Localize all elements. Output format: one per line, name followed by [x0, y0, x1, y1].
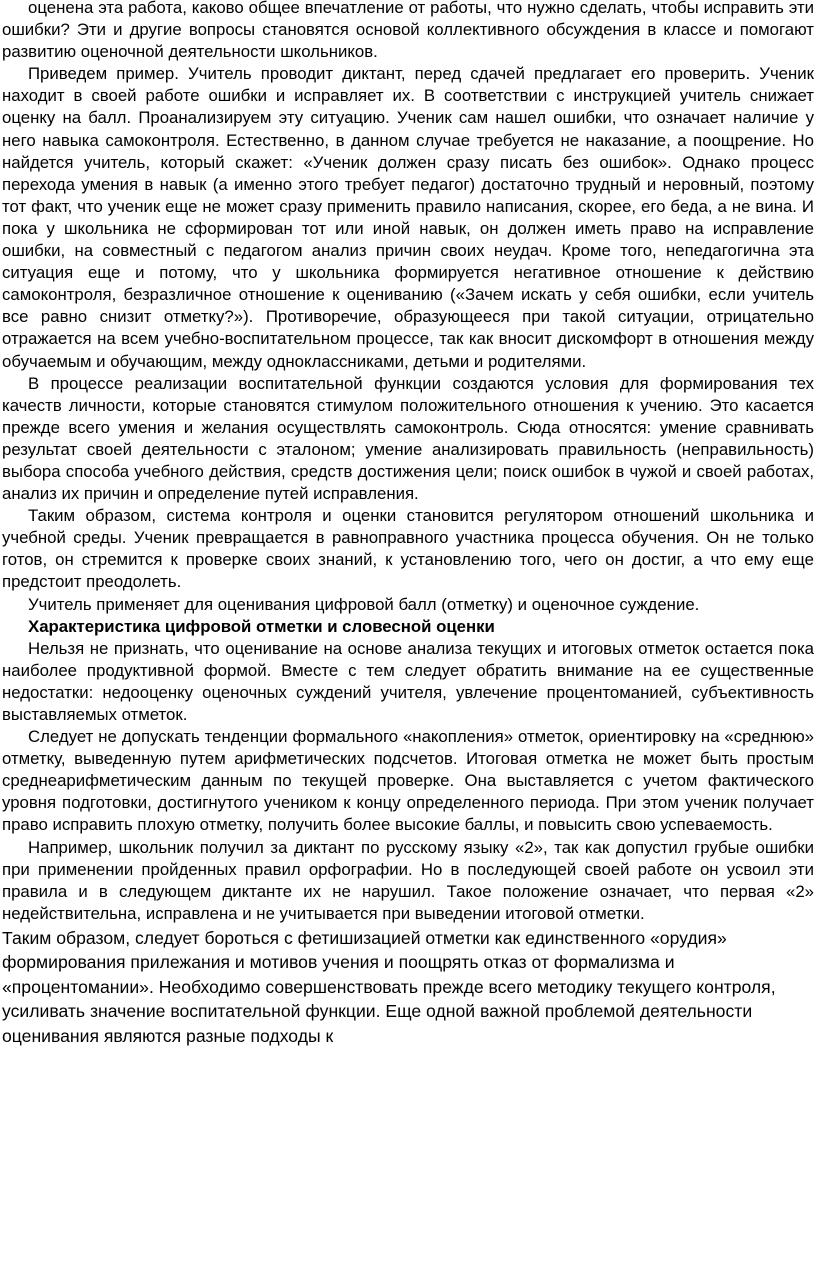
- paragraph-educational-function: В процессе реализации воспитательной функции создаются условия для формирования тех качеств личности, которые становятся стимулом положительного отношения к учению. Это касается прежде всего умения и желания осуществлять самоконтроль. Сюда относятся: умение сравнивать результат своей деятельности с эталоном; умение анализировать правильность (неправильность) выбора способа учебного действия, средств достижения цели; поиск ошибок в чужой и своей работах, анализ их причин и определение путей исправления.: [2, 373, 814, 504]
- paragraph-russian-dictation: Например, школьник получил за диктант по русскому языку «2», так как допустил грубые ошибки при применении пройденных правил орфографии. Но в последующей своей работе он усвоил эти правила и в следующем диктанте их не нарушил. Такое положение означает, что первая «2» недействительна, исправлена и не учитывается при выведении итоговой отметки.: [2, 837, 814, 923]
- paragraph-dictation-example: Приведем пример. Учитель проводит диктант, перед сдачей предлагает его проверить. Ученик находит в своей работе ошибки и исправляет их. В соответствии с инструкцией учитель снижает оценку на балл. Проанализируем эту ситуацию. Ученик сам нашел ошибки, что означает наличие у него навыка самоконтроля. Естественно, в данном случае требуется не наказание, а поощрение. Но найдется учитель, который скажет: «Ученик должен сразу писать без ошибок». Однако процесс перехода умения в навык (а именно этого требует педагог) достаточно трудный и неровный, поэтому тот факт, что ученик еще не может сразу применить правило написания, скорее, его беда, а не вина. И пока у школьника не сформирован тот или иной навык, он должен иметь право на исправление ошибки, на совместный с педагогом анализ причин своих неудач. Кроме того, непедагогична эта ситуация еще и потому, что у школьника формируется негативное отношение к действию самоконтроля, безразличное отношение к оцениванию («Зачем искать у себя ошибки, если учитель все равно снизит отметку?»). Противоречие, образующееся при такой ситуации, отрицательно отражается на всем учебно-воспитательном процессе, так как вносит дискомфорт в отношения между обучаемым и обучающим, между одноклассниками, детьми и родителями.: [2, 64, 814, 371]
- paragraph-closing: Таким образом, следует бороться с фетишизацией отметки как единственного «орудия» формирования прилежания и мотивов учения и поощрять отказ от формализма и «процентомании». Необходимо совершенствовать прежде всего методику текущего контроля, усиливать значение воспитательной функции. Еще одной важной проблемой деятельности оценивания являются разные подходы к: [2, 927, 776, 1046]
- paragraph-evaluation-discussion: оценена эта работа, каково общее впечатление от работы, что нужно сделать, чтобы исправить эти ошибки? Эти и другие вопросы становятся основой коллективного обсуждения в классе и помогают развитию оценочной деятельности школьников.: [2, 0, 814, 62]
- paragraph-average-grade: Следует не допускать тенденции формального «накопления» отметок, ориентировку на «среднюю» отметку, выведенную путем арифметических подсчетов. Итоговая отметка не может быть простым среднеарифметическим данным по текущей проверке. Она выставляется с учетом фактического уровня подготовки, достигнутого учеником к концу определенного периода. При этом ученик получает право исправить плохую отметку, получить более высокие баллы, и повысить свою успеваемость.: [2, 727, 814, 835]
- paragraph-grade-analysis: Нельзя не признать, что оценивание на основе анализа текущих и итоговых отметок остается пока наиболее продуктивной формой. Вместе с тем следует обратить внимание на ее существенные недостатки: недооценку оценочных суждений учителя, увлечение процентоманией, субъективность выставляемых отметок.: [2, 638, 814, 724]
- section-heading: Характеристика цифровой отметки и словесной оценки: [28, 616, 495, 636]
- paragraph-teacher-grading: Учитель применяет для оценивания цифровой балл (отметку) и оценочное суждение.: [28, 594, 700, 614]
- paragraph-control-regulator: Таким образом, система контроля и оценки становится регулятором отношений школьника и учебной среды. Ученик превращается в равноправного участника процесса обучения. Он не только готов, он стремится к проверке своих знаний, к установлению того, чего он достиг, а что ему еще предстоит преодолеть.: [2, 506, 814, 592]
